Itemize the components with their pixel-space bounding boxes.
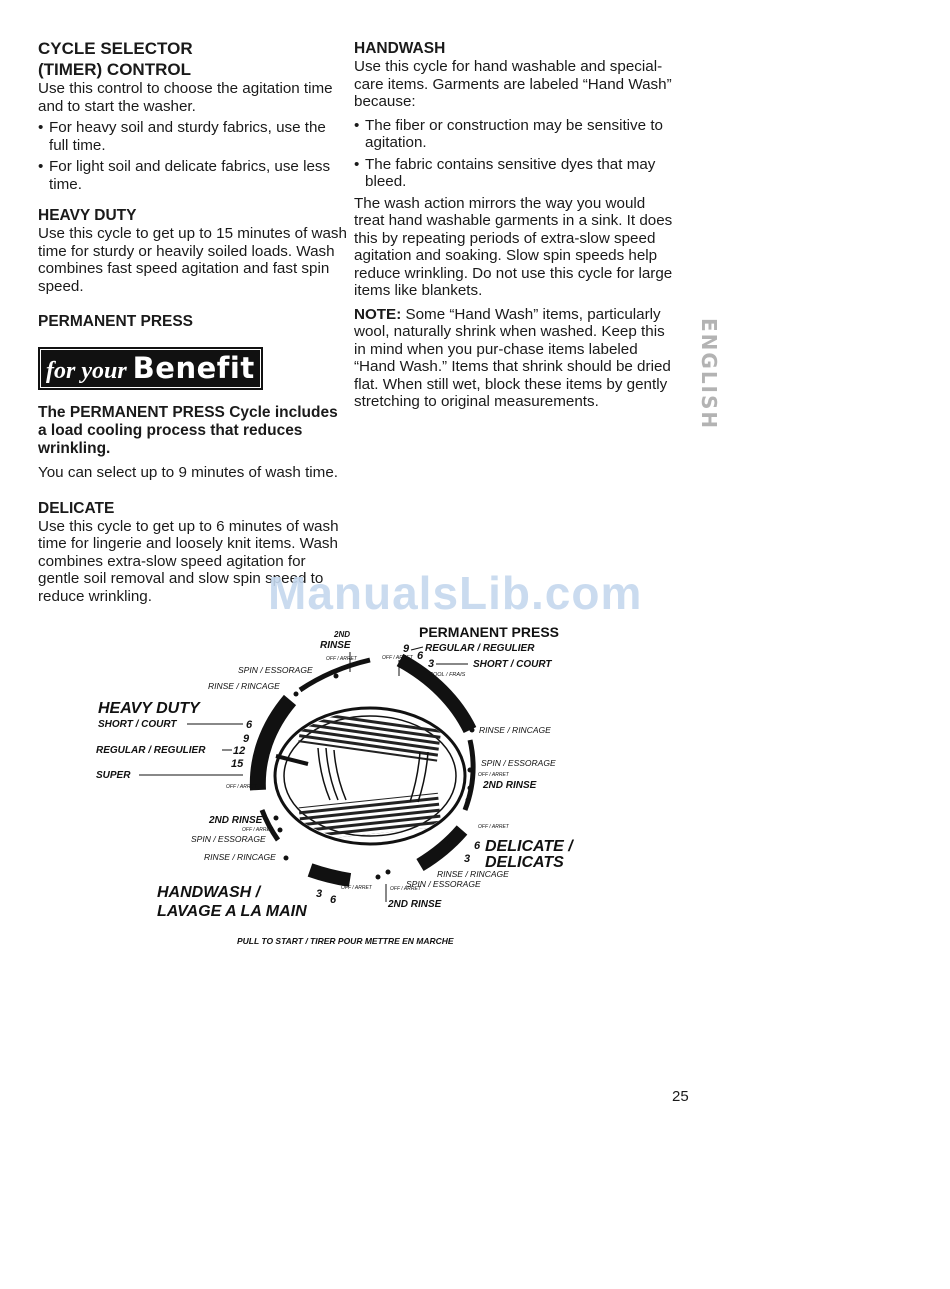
- bullet-heavy-soil: • For heavy soil and sturdy fabrics, use the full time.: [38, 119, 348, 154]
- dial-hw-off: OFF / ARRET: [341, 885, 372, 891]
- dial-hd-9: 9: [243, 733, 250, 745]
- dial-knob: [275, 708, 465, 844]
- dial-cool-frais: COOL / FRAIS: [429, 672, 466, 678]
- delicate-text: Use this cycle to get up to 6 minutes of wash time for lingerie and loosely knit items. Wash combines extra-slow speed agitation for gentle soil removal and slow spin speed to reduce wrinkling.: [38, 517, 339, 605]
- dial-hd-2nd-rinse: 2ND RINSE: [209, 815, 263, 826]
- dial-r-off2: OFF / ARRET: [478, 824, 509, 830]
- dial-del-rinse: RINSE / RINCAGE: [437, 869, 509, 879]
- cycle-selector-heading-line1: CYCLE SELECTOR: [38, 39, 193, 58]
- dial-delicate-title-1: DELICATE /: [485, 838, 573, 855]
- cycle-selector-intro: Use this control to choose the agitation time and to start the washer.: [38, 80, 333, 115]
- bullet-light-soil: • For light soil and delicate fabrics, use less time.: [38, 158, 348, 193]
- note-label: NOTE:: [354, 305, 402, 323]
- dial-regular-regulier: REGULAR / REGULIER: [425, 643, 535, 654]
- heavy-duty-text: Use this cycle to get up to 15 minutes of wash time for sturdy or heavily soiled loads. Wash combines fast speed agitation and fast spin speed.: [38, 225, 347, 295]
- dial-heavy-duty-title: HEAVY DUTY: [98, 700, 200, 717]
- dial-delicate-title-2: DELICATS: [485, 854, 564, 871]
- permanent-press-text: You can select up to 9 minutes of wash time.: [38, 464, 338, 481]
- dial-hd-off2: OFF / ARRET: [242, 827, 273, 833]
- benefit-word: Benefit: [132, 351, 255, 385]
- dial-r-rinse: RINSE / RINCAGE: [479, 725, 551, 735]
- dial-del-3: 3: [464, 853, 471, 865]
- permanent-press-bold-note: The PERMANENT PRESS Cycle includes a load cooling process that reduces wrinkling.: [38, 404, 338, 457]
- note-text: Some “Hand Wash” items, particularly wool, naturally shrink when washed. Keep this in mind when you pur-chase items labeled “Hand Wash.” Items that shrink should be dried flat. When still wet, block these items by gently stretching to original measurements.: [354, 305, 671, 410]
- page-number: 25: [672, 1088, 689, 1105]
- heavy-duty-heading: HEAVY DUTY: [38, 207, 137, 224]
- handwash-intro: Use this cycle for hand washable and special-care items. Garments are labeled “Hand Wash” because:: [354, 58, 672, 110]
- dial-del-off: OFF / ARRET: [390, 886, 421, 892]
- dial-hw-6: 6: [330, 894, 337, 906]
- dial-del-spin: SPIN / ESSORAGE: [406, 879, 481, 889]
- dial-top-spin: SPIN / ESSORAGE: [238, 665, 313, 675]
- dial-pp-6: 6: [417, 650, 424, 662]
- dial-top-2nd: 2ND: [334, 630, 351, 639]
- delicate-heading: DELICATE: [38, 499, 115, 517]
- dial-handwash-title-1: HANDWASH /: [157, 884, 261, 901]
- dial-hd-rinse: RINSE / RINCAGE: [204, 852, 276, 862]
- dial-hw-3: 3: [316, 888, 323, 900]
- dial-hd-spin: SPIN / ESSORAGE: [191, 834, 266, 844]
- dial-super: SUPER: [96, 770, 131, 781]
- dial-pp-9: 9: [403, 643, 410, 655]
- pull-to-start-caption: PULL TO START / TIRER POUR METTRE EN MARCHE: [237, 936, 454, 946]
- handwash-heading: HANDWASH: [354, 40, 446, 57]
- dial-r-2nd-rinse: 2ND RINSE: [483, 780, 537, 791]
- dial-hd-short: SHORT / COURT: [98, 719, 177, 730]
- benefit-prefix: for your: [46, 358, 133, 384]
- bullet-fiber: • The fiber or construction may be sensitive to agitation.: [354, 117, 674, 152]
- dial-r-spin: SPIN / ESSORAGE: [481, 758, 556, 768]
- manualslib-watermark: ManualsLib.com: [268, 567, 643, 619]
- dial-del-2nd-rinse: 2ND RINSE: [388, 899, 442, 910]
- dial-permanent-press-title: PERMANENT PRESS: [419, 624, 560, 640]
- dial-hd-12: 12: [233, 745, 246, 757]
- ring-delicate-segment: [420, 830, 462, 865]
- dial-top-off-a: OFF / ARRET: [326, 656, 357, 662]
- ring-handwash-segment: [310, 870, 350, 880]
- dial-r-off: OFF / ARRET: [478, 772, 509, 778]
- dial-handwash-title-2: LAVAGE A LA MAIN: [157, 903, 307, 920]
- dial-pp-3: 3: [428, 658, 435, 670]
- dial-del-6: 6: [474, 840, 481, 852]
- dial-hd-15: 15: [231, 758, 244, 770]
- bullet-dyes: • The fabric contains sensitive dyes that may bleed.: [354, 156, 674, 191]
- cycle-selector-heading-line2: (TIMER) CONTROL: [38, 60, 191, 79]
- dial-hd-6: 6: [246, 719, 253, 731]
- side-tab-label: ENGLISH: [697, 318, 721, 431]
- dial-hd-regular: REGULAR / REGULIER: [96, 745, 206, 756]
- dial-top-off-b: OFF / ARRET: [382, 655, 413, 661]
- dial-top-rinse-rincage: RINSE / RINCAGE: [208, 681, 280, 691]
- dial-hd-off: OFF / ARRET: [226, 784, 257, 790]
- permanent-press-heading: PERMANENT PRESS: [38, 313, 194, 330]
- handwash-text: The wash action mirrors the way you would treat hand washable garments in a sink. It does this by repeating periods of extra-slow speed agitation and soaking. Slow spin speeds help reduce wrinkling. Do not use this cycle for large items like blankets.: [354, 194, 673, 299]
- dial-top-rinse: RINSE: [320, 640, 351, 651]
- dial-short-court: SHORT / COURT: [473, 659, 552, 670]
